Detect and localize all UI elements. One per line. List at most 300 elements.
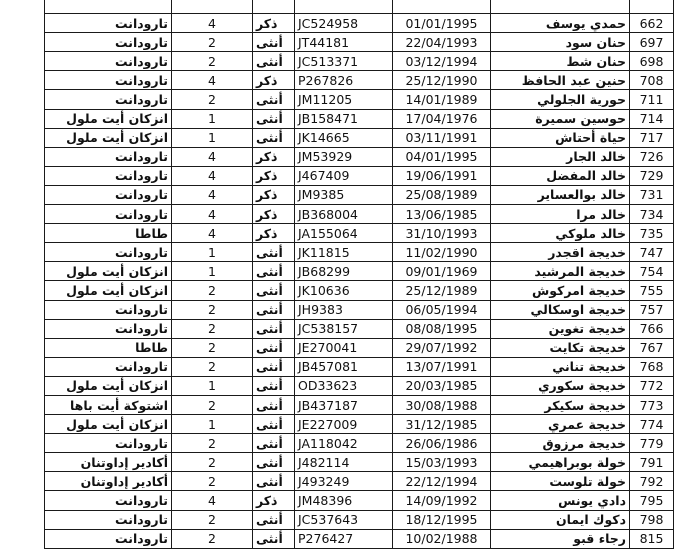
cell-row-number bbox=[630, 14, 674, 33]
table-row bbox=[45, 52, 674, 71]
cell-row-number-text: 697 bbox=[639, 34, 664, 50]
cell-id-number bbox=[295, 472, 393, 491]
cell-id-number-text: JB68299 bbox=[298, 263, 351, 279]
table-row bbox=[45, 319, 674, 338]
table-row bbox=[45, 71, 674, 90]
cell-level-text: 2 bbox=[208, 397, 216, 413]
cell-gender-text: أنثى bbox=[256, 340, 283, 356]
cell-level bbox=[172, 415, 253, 434]
cell-level bbox=[172, 205, 253, 224]
cell-row-number-text: 731 bbox=[639, 187, 664, 203]
cell-gender bbox=[253, 52, 295, 71]
cell-level-text: 4 bbox=[208, 492, 216, 508]
cell-level-text: 1 bbox=[208, 263, 216, 279]
cell-town-text: انزكان أيت ملول bbox=[66, 378, 168, 394]
cell-gender-text: أنثى bbox=[256, 263, 283, 279]
cell-row-number bbox=[630, 376, 674, 395]
cell-gender bbox=[253, 14, 295, 33]
cell-town-text: انزكان أيت ملول bbox=[66, 416, 168, 432]
cell-gender bbox=[253, 453, 295, 472]
table-row bbox=[45, 109, 674, 128]
cell-id-number-text: JT44181 bbox=[298, 34, 350, 50]
cell-full-name-text: خديجة مرزوق bbox=[542, 435, 626, 451]
cell-town-text: انزكان أيت ملول bbox=[66, 282, 168, 298]
cell-full-name bbox=[491, 319, 630, 338]
cell-birth-date-text: 17/04/1976 bbox=[405, 111, 478, 127]
cell-row-number-text: 755 bbox=[639, 282, 664, 298]
cell-town bbox=[45, 300, 172, 319]
cell-town bbox=[45, 510, 172, 529]
cell-town bbox=[45, 434, 172, 453]
cell-id-number-text: JC537643 bbox=[298, 512, 359, 528]
cell-id-number bbox=[295, 243, 393, 262]
cell-row-number bbox=[630, 529, 674, 548]
cell-full-name bbox=[491, 262, 630, 281]
cell-full-name-text: حياة أحتاش bbox=[555, 130, 626, 146]
cell-full-name bbox=[491, 52, 630, 71]
cell-id-number bbox=[295, 166, 393, 185]
cell-full-name bbox=[491, 90, 630, 109]
cell-full-name-text: خالد مرا bbox=[576, 206, 626, 222]
cell-level-text: 2 bbox=[208, 531, 216, 547]
cell-town-text: تارودانت bbox=[115, 492, 168, 508]
table-body bbox=[45, 0, 674, 548]
cell-birth-date bbox=[393, 128, 491, 147]
cell-birth-date-text: 14/01/1989 bbox=[405, 92, 478, 108]
cell-full-name-text: خديجة المرشيد bbox=[534, 263, 626, 279]
cell-gender bbox=[253, 376, 295, 395]
cell-gender bbox=[253, 147, 295, 166]
cell-full-name bbox=[491, 434, 630, 453]
cell-gender-text: ذكر bbox=[256, 168, 278, 184]
cell-birth-date-text: 14/09/1992 bbox=[405, 492, 478, 508]
cell-birth-date bbox=[393, 243, 491, 262]
cell-level bbox=[172, 453, 253, 472]
cell-town-text: تارودانت bbox=[115, 359, 168, 375]
table-row bbox=[45, 491, 674, 510]
cell-level bbox=[172, 281, 253, 300]
cell-full-name-text: دكوك ايمان bbox=[555, 512, 626, 528]
cell-gender-text: أنثى bbox=[256, 53, 283, 69]
cell-full-name-text: حورية الجلولي bbox=[537, 92, 626, 108]
cell-full-name-text: خديجة تناني bbox=[552, 359, 626, 375]
cell-town bbox=[45, 472, 172, 491]
cell-gender-text: أنثى bbox=[256, 473, 283, 489]
cell-id-number-text: J493249 bbox=[298, 473, 350, 489]
cell-level bbox=[172, 224, 253, 243]
cell-row-number bbox=[630, 33, 674, 52]
cell-level bbox=[172, 147, 253, 166]
cell-town bbox=[45, 281, 172, 300]
cell-level-text: 1 bbox=[208, 378, 216, 394]
cell-birth-date bbox=[393, 281, 491, 300]
cell-level bbox=[172, 376, 253, 395]
cell-town bbox=[45, 243, 172, 262]
cell-level-text: 1 bbox=[208, 130, 216, 146]
cell-row-number bbox=[630, 90, 674, 109]
cell-birth-date-text: 26/06/1986 bbox=[405, 435, 478, 451]
cell-gender-text: أنثى bbox=[256, 111, 283, 127]
cell-row-number-text: 792 bbox=[639, 473, 664, 489]
cell-level bbox=[172, 529, 253, 548]
cell-level bbox=[172, 491, 253, 510]
table-row bbox=[45, 395, 674, 414]
cell-birth-date bbox=[393, 90, 491, 109]
cell-id-number bbox=[295, 52, 393, 71]
cell-gender-text: ذكر bbox=[256, 225, 278, 241]
cell-full-name bbox=[491, 166, 630, 185]
cell-id-number-text: J482114 bbox=[298, 454, 350, 470]
cell-id-number bbox=[295, 224, 393, 243]
cell-gender-text: أنثى bbox=[256, 92, 283, 108]
table-row bbox=[45, 147, 674, 166]
cell-row-number bbox=[630, 262, 674, 281]
cell-id-number bbox=[295, 281, 393, 300]
cell-level-text: 4 bbox=[208, 15, 216, 31]
cell-id-number bbox=[295, 395, 393, 414]
cell-row-number-text: 735 bbox=[639, 225, 664, 241]
cell-birth-date bbox=[393, 376, 491, 395]
cell-id-number-text: JC538157 bbox=[298, 321, 359, 337]
cell-level-text: 2 bbox=[208, 512, 216, 528]
table-row bbox=[45, 33, 674, 52]
cell-full-name bbox=[491, 71, 630, 90]
cell-level-text: 2 bbox=[208, 53, 216, 69]
cell-id-number-text: JE270041 bbox=[298, 340, 358, 356]
cell-id-number bbox=[295, 338, 393, 357]
cell-row-number-text: 757 bbox=[639, 302, 664, 318]
cell-row-number bbox=[630, 128, 674, 147]
cell-birth-date bbox=[393, 147, 491, 166]
cell-town bbox=[45, 205, 172, 224]
cell-gender-text: أنثى bbox=[256, 512, 283, 528]
cell-row-number-text: 791 bbox=[639, 454, 664, 470]
cell-full-name-text: خالد بوالعساير bbox=[537, 187, 626, 203]
cell-level bbox=[172, 300, 253, 319]
table-row bbox=[45, 185, 674, 204]
cell-full-name bbox=[491, 147, 630, 166]
cell-row-number-text: 734 bbox=[639, 206, 664, 222]
cell-level-text: 2 bbox=[208, 340, 216, 356]
cell-birth-date-text: 19/06/1991 bbox=[405, 168, 478, 184]
table-row bbox=[45, 529, 674, 548]
cell-level bbox=[172, 0, 253, 14]
cell-gender-text: أنثى bbox=[256, 130, 283, 146]
cell-town-text: تارودانت bbox=[115, 187, 168, 203]
cell-row-number-text: 714 bbox=[639, 111, 664, 127]
cell-gender bbox=[253, 224, 295, 243]
cell-town bbox=[45, 529, 172, 548]
cell-birth-date bbox=[393, 491, 491, 510]
cell-birth-date-text: 13/06/1985 bbox=[405, 206, 478, 222]
cell-row-number bbox=[630, 205, 674, 224]
cell-birth-date bbox=[393, 300, 491, 319]
cell-id-number-text: JB457081 bbox=[298, 359, 358, 375]
cell-level-text: 2 bbox=[208, 454, 216, 470]
cell-birth-date bbox=[393, 205, 491, 224]
table-row bbox=[45, 14, 674, 33]
table-row bbox=[45, 90, 674, 109]
cell-town-text: تارودانت bbox=[115, 321, 168, 337]
cell-id-number bbox=[295, 205, 393, 224]
cell-level-text: 4 bbox=[208, 149, 216, 165]
cell-id-number-text: JB437187 bbox=[298, 397, 358, 413]
cell-birth-date bbox=[393, 166, 491, 185]
cell-row-number-text: 798 bbox=[639, 512, 664, 528]
table-row bbox=[45, 166, 674, 185]
cell-town-text: تارودانت bbox=[115, 531, 168, 547]
cell-full-name-text: خديجة تكايت bbox=[549, 340, 626, 356]
table-row bbox=[45, 243, 674, 262]
cell-row-number-text: 708 bbox=[639, 72, 664, 88]
cell-gender bbox=[253, 109, 295, 128]
cell-gender-text: أنثى bbox=[256, 34, 283, 50]
cell-row-number bbox=[630, 71, 674, 90]
cell-gender bbox=[253, 491, 295, 510]
cell-full-name bbox=[491, 395, 630, 414]
cell-full-name-text: حنان شط bbox=[566, 53, 626, 69]
cell-gender bbox=[253, 529, 295, 548]
cell-id-number-text: P276427 bbox=[298, 531, 354, 547]
table-row bbox=[45, 434, 674, 453]
cell-row-number-text: 717 bbox=[639, 130, 664, 146]
cell-row-number bbox=[630, 510, 674, 529]
cell-level bbox=[172, 434, 253, 453]
cell-level bbox=[172, 319, 253, 338]
cell-id-number-text: JC513371 bbox=[298, 53, 359, 69]
cell-town bbox=[45, 185, 172, 204]
cell-birth-date bbox=[393, 395, 491, 414]
cell-level-text: 4 bbox=[208, 187, 216, 203]
cell-full-name-text: حنان سود bbox=[565, 34, 626, 50]
cell-level bbox=[172, 185, 253, 204]
cell-town-text: تارودانت bbox=[115, 92, 168, 108]
cell-row-number bbox=[630, 281, 674, 300]
cell-full-name bbox=[491, 109, 630, 128]
cell-id-number bbox=[295, 300, 393, 319]
cell-town bbox=[45, 90, 172, 109]
cell-id-number-text: JB158471 bbox=[298, 111, 358, 127]
cell-town bbox=[45, 453, 172, 472]
cell-level bbox=[172, 510, 253, 529]
cell-full-name bbox=[491, 224, 630, 243]
cell-town bbox=[45, 71, 172, 90]
cell-birth-date bbox=[393, 0, 491, 14]
table-row bbox=[45, 300, 674, 319]
cell-town-text: انزكان أيت ملول bbox=[66, 263, 168, 279]
cell-town-text: تارودانت bbox=[115, 302, 168, 318]
cell-full-name bbox=[491, 243, 630, 262]
cell-town-text: انزكان أيت ملول bbox=[66, 130, 168, 146]
cell-full-name bbox=[491, 529, 630, 548]
cell-row-number bbox=[630, 357, 674, 376]
cell-full-name bbox=[491, 14, 630, 33]
cell-birth-date-text: 04/01/1995 bbox=[405, 149, 478, 165]
cell-gender bbox=[253, 281, 295, 300]
cell-birth-date-text: 18/12/1995 bbox=[405, 512, 478, 528]
cell-birth-date-text: 15/03/1993 bbox=[405, 454, 478, 470]
cell-row-number bbox=[630, 147, 674, 166]
table-row bbox=[45, 224, 674, 243]
cell-birth-date-text: 31/12/1985 bbox=[405, 416, 478, 432]
cell-birth-date-text: 03/12/1994 bbox=[405, 53, 478, 69]
cell-full-name bbox=[491, 300, 630, 319]
cell-row-number-text: 711 bbox=[639, 92, 664, 108]
cell-id-number-text: JC524958 bbox=[298, 15, 359, 31]
cell-full-name-text: حنين عبد الحافظ bbox=[521, 72, 626, 88]
cell-birth-date bbox=[393, 33, 491, 52]
candidates-table bbox=[44, 0, 674, 549]
cell-row-number-text: 779 bbox=[639, 435, 664, 451]
cell-id-number bbox=[295, 128, 393, 147]
cell-row-number bbox=[630, 166, 674, 185]
cell-gender-text: أنثى bbox=[256, 435, 283, 451]
cell-gender bbox=[253, 300, 295, 319]
cell-level-text: 2 bbox=[208, 282, 216, 298]
cell-gender bbox=[253, 262, 295, 281]
cell-row-number bbox=[630, 453, 674, 472]
cell-level-text: 2 bbox=[208, 359, 216, 375]
cell-gender-text: أنثى bbox=[256, 282, 283, 298]
cell-level-text: 4 bbox=[208, 206, 216, 222]
table-row bbox=[45, 415, 674, 434]
cell-row-number-text: 662 bbox=[639, 15, 664, 31]
cell-gender-text: ذكر bbox=[256, 206, 278, 222]
cell-row-number-text: 795 bbox=[639, 492, 664, 508]
cell-gender bbox=[253, 243, 295, 262]
cell-level bbox=[172, 262, 253, 281]
cell-id-number-text: JA118042 bbox=[298, 435, 358, 451]
cell-id-number-text: JM48396 bbox=[298, 492, 353, 508]
cell-birth-date bbox=[393, 510, 491, 529]
cell-gender bbox=[253, 166, 295, 185]
table-row bbox=[45, 205, 674, 224]
cell-id-number bbox=[295, 33, 393, 52]
cell-row-number bbox=[630, 434, 674, 453]
cell-full-name-text: خالد ملوكي bbox=[555, 225, 626, 241]
cell-level-text: 2 bbox=[208, 302, 216, 318]
cell-birth-date-text: 13/07/1991 bbox=[405, 359, 478, 375]
cell-birth-date-text: 11/02/1990 bbox=[405, 244, 478, 260]
table-row bbox=[45, 0, 674, 14]
cell-level-text: 2 bbox=[208, 92, 216, 108]
cell-id-number bbox=[295, 14, 393, 33]
cell-birth-date-text: 01/01/1995 bbox=[405, 15, 478, 31]
cell-gender-text: أنثى bbox=[256, 416, 283, 432]
cell-id-number bbox=[295, 262, 393, 281]
cell-id-number-text: JA155064 bbox=[298, 225, 358, 241]
cell-full-name-text: خديجة امركوش bbox=[531, 282, 626, 298]
cell-id-number bbox=[295, 491, 393, 510]
cell-town-text: تارودانت bbox=[115, 72, 168, 88]
cell-id-number-text: JE227009 bbox=[298, 416, 358, 432]
cell-id-number bbox=[295, 357, 393, 376]
cell-id-number bbox=[295, 71, 393, 90]
cell-town-text: انزكان أيت ملول bbox=[66, 111, 168, 127]
cell-birth-date-text: 09/01/1969 bbox=[405, 263, 478, 279]
cell-id-number-text: JK10636 bbox=[298, 282, 350, 298]
table-row bbox=[45, 472, 674, 491]
cell-row-number bbox=[630, 243, 674, 262]
table-row bbox=[45, 262, 674, 281]
cell-full-name bbox=[491, 510, 630, 529]
cell-birth-date bbox=[393, 434, 491, 453]
cell-town bbox=[45, 319, 172, 338]
cell-row-number-text: 767 bbox=[639, 340, 664, 356]
cell-gender bbox=[253, 338, 295, 357]
cell-full-name bbox=[491, 415, 630, 434]
table-row bbox=[45, 376, 674, 395]
cell-birth-date-text: 06/05/1994 bbox=[405, 302, 478, 318]
cell-town-text: تارودانت bbox=[115, 53, 168, 69]
cell-id-number bbox=[295, 529, 393, 548]
cell-gender bbox=[253, 395, 295, 414]
cell-gender-text: أنثى bbox=[256, 244, 283, 260]
cell-gender bbox=[253, 90, 295, 109]
cell-full-name-text: رجاء قبو bbox=[573, 531, 626, 547]
cell-gender-text: ذكر bbox=[256, 492, 278, 508]
cell-birth-date-text: 20/03/1985 bbox=[405, 378, 478, 394]
cell-gender bbox=[253, 319, 295, 338]
cell-row-number-text: 747 bbox=[639, 244, 664, 260]
cell-full-name-text: خديجة اقجدر bbox=[548, 244, 626, 260]
table-row bbox=[45, 453, 674, 472]
cell-gender bbox=[253, 0, 295, 14]
cell-gender bbox=[253, 71, 295, 90]
cell-id-number bbox=[295, 147, 393, 166]
cell-full-name bbox=[491, 33, 630, 52]
cell-level bbox=[172, 472, 253, 491]
cell-town bbox=[45, 357, 172, 376]
cell-row-number bbox=[630, 395, 674, 414]
cell-town-text: أكادير إداوتنان bbox=[80, 454, 168, 470]
cell-full-name bbox=[491, 0, 630, 14]
cell-level-text: 2 bbox=[208, 473, 216, 489]
cell-full-name-text: خديجة تغوين bbox=[548, 321, 626, 337]
cell-full-name bbox=[491, 128, 630, 147]
cell-gender-text: ذكر bbox=[256, 15, 278, 31]
cell-town bbox=[45, 338, 172, 357]
cell-id-number-text: JM9385 bbox=[298, 187, 345, 203]
table-row bbox=[45, 128, 674, 147]
cell-gender bbox=[253, 472, 295, 491]
cell-row-number bbox=[630, 185, 674, 204]
cell-level-text: 2 bbox=[208, 321, 216, 337]
cell-town bbox=[45, 376, 172, 395]
cell-level bbox=[172, 243, 253, 262]
cell-gender bbox=[253, 415, 295, 434]
cell-town bbox=[45, 262, 172, 281]
cell-row-number-text: 815 bbox=[639, 531, 664, 547]
cell-birth-date-text: 25/12/1990 bbox=[405, 72, 478, 88]
cell-id-number-text: JB368004 bbox=[298, 206, 358, 222]
cell-birth-date-text: 30/08/1988 bbox=[405, 397, 478, 413]
cell-row-number-text: 726 bbox=[639, 149, 664, 165]
cell-town bbox=[45, 0, 172, 14]
cell-full-name bbox=[491, 185, 630, 204]
cell-full-name bbox=[491, 491, 630, 510]
cell-level-text: 1 bbox=[208, 416, 216, 432]
cell-full-name-text: خولة بوبراهيمي bbox=[528, 454, 626, 470]
cell-row-number-text: 698 bbox=[639, 53, 664, 69]
cell-row-number-text: 773 bbox=[639, 397, 664, 413]
cell-birth-date bbox=[393, 529, 491, 548]
cell-id-number bbox=[295, 90, 393, 109]
cell-level-text: 2 bbox=[208, 34, 216, 50]
cell-full-name-text: خولة تلوست bbox=[549, 473, 626, 489]
cell-gender bbox=[253, 33, 295, 52]
cell-gender bbox=[253, 185, 295, 204]
